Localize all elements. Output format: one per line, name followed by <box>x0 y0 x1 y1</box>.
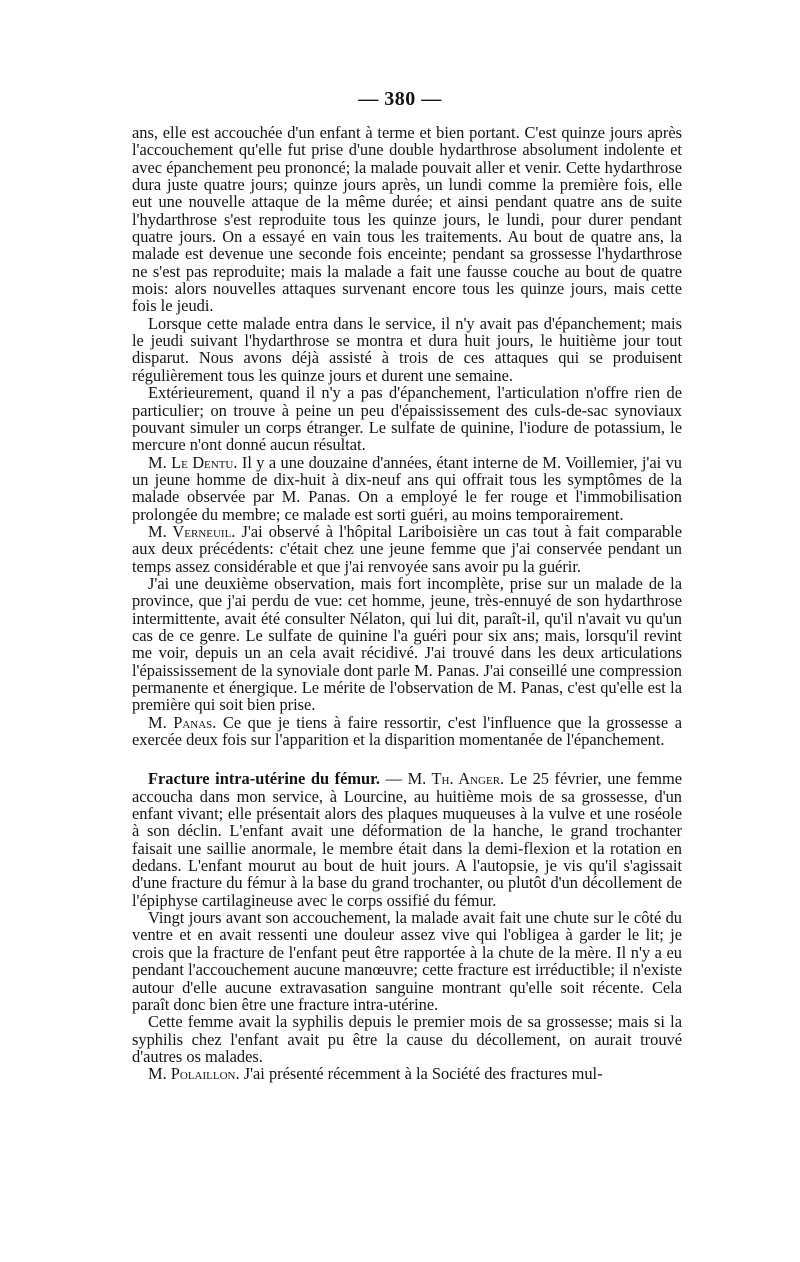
paragraph-text: Extérieurement, quand il n'y a pas d'épanchement, l'articulation n'offre rien de particulier; on trouve à peine un peu d'épaississement des culs-de-sac synoviaux pouvant simuler un corps étranger. Le sulfate de quinine, l'iodure de potassium, le mercure n'ont donné aucun résultat. <box>132 383 682 455</box>
section-spacer <box>132 748 682 770</box>
paragraph-text: Il y a une douzaine d'années, étant interne de M. Voillemier, j'ai vu un jeune homme de dix-huit à dix-neuf ans qui offrait tous les symptômes de la malade observée par M. Panas. On a employé le fer rouge et l'immobilisation prolongée du membre; ce malade est sorti guéri, au moins temporairement. <box>132 452 682 524</box>
paragraph-continued-case <box>132 124 682 315</box>
speaker-name: M. Polaillon. <box>148 1064 240 1084</box>
paragraph-text: J'ai une deuxième observation, mais fort incomplète, prise sur un malade de la province, que j'ai perdu de vue: cet homme, jeune, très-ennuyé de son hydarthrose intermittente, avait été consulter Nélaton, qui lui dit, paraît-il, qu'il n'avait vu qu'un cas de ce genre. Le sulfate de quinine l'a guéri pour six ans; mais, lorsqu'il revint me voir, depuis un an cela avait récidivé. J'ai trouvé dans les deux articulations l'épaississement de la synoviale dont parle M. Panas. J'ai conseillé une compression permanente et énergique. Le mérite de l'observation de M. Panas, c'est qu'elle est la première qui soit bien prise. <box>132 573 682 715</box>
paragraph-text: Vingt jours avant son accouchement, la malade avait fait une chute sur le côté du ventre et en avait ressenti une douleur assez vive qui l'obligea à garder le lit; je crois que la fracture de l'enfant peut être rapportée à la chute de la mère. Il n'y a eu pendant l'accouchement aucune manœuvre; cette fracture est irréductible; il n'existe autour d'elle aucune extravasation sanguine montrant qu'elle soit récente. Cela paraît donc bien être une fracture intra-utérine. <box>132 908 682 1014</box>
paragraph-case-follow-up <box>132 315 682 384</box>
paragraph-text: Lorsque cette malade entra dans le service, il n'y avait pas d'épanchement; mais le jeudi suivant l'hydarthrose se montra et dura huit jours, le huitième jour tout disparut. Nous avons déjà assisté à trois de ces attaques qui se produisent régulièrement tous les quinze jours et durent une semaine. <box>132 313 682 385</box>
speaker-name: M. Verneuil. <box>148 521 236 541</box>
paragraph-text: J'ai observé à l'hôpital Lariboisière un cas tout à fait comparable aux deux précédents: c'était chez une jeune femme que j'ai conservée pendant un temps assez considérable et que j'ai renvoyée sans avoir pu la guérir. <box>132 521 683 576</box>
paragraph-syphilis <box>132 1013 682 1065</box>
paragraph-text: Le 25 février, une femme accoucha dans mon service, à Lourcine, au huitième mois de sa grossesse, d'un enfant vivant; elle présentait alors des plaques muqueuses à la vulve et une roséole à son déclin. L'enfant avait une déformation de la hanche, le grand trochanter faisait une saillie anormale, le membre était dans la demi-flexion et la rotation en dedans. L'enfant mourut au bout de huit jours. A l'autopsie, je vis qu'il s'agissait d'une fracture du fémur à la base du grand trochanter, ou plutôt d'un décollement de l'épiphyse cartilagineuse avec le corps ossifié du fémur. <box>132 769 682 910</box>
paragraph-text: ans, elle est accouchée d'un enfant à terme et bien portant. C'est quinze jours après l'accouchement qu'elle fut prise d'une double hydarthrose absolument indolente et avec épanchement peu prononcé; la malade pouvait aller et venir. Cette hydarthrose dura juste quatre jours; quinze jours après, un lundi comme la première fois, elle eut une nouvelle attaque de la même durée; et ainsi pendant quatre ans de suite l'hydarthrose s'est reproduite tous les quinze jours, le lundi, pour durer pendant quatre jours. On a essayé en vain tous les traitements. Au bout de quatre ans, la malade est devenue une seconde fois enceinte; pendant sa grossesse l'hydarthrose ne s'est pas reproduite; mais la malade a fait une fausse couche au bout de quatre mois: alors nouvelles attaques survenant encore tous les quinze jours, mais cette fois le jeudi. <box>132 123 682 316</box>
paragraph-le-dentu <box>132 454 682 523</box>
section-fracture-intro <box>132 770 682 909</box>
paragraph-panas <box>132 714 682 749</box>
speaker-name: M. Panas. <box>148 712 217 732</box>
speaker-name: M. Le Dentu. <box>148 452 238 472</box>
paragraph-text: Cette femme avait la syphilis depuis le premier mois de sa grossesse; mais si la syphilis chez l'enfant avait pu être la cause du décollement, on aurait trouvé d'autres os malades. <box>132 1012 682 1066</box>
paragraph-verneuil <box>132 523 682 575</box>
page-number: — 380 — <box>358 88 442 110</box>
section-author: — M. Th. Anger. <box>385 769 505 789</box>
paragraph-exterior-signs <box>132 384 682 453</box>
section-title: Fracture intra-utérine du fémur. <box>148 769 381 789</box>
paragraph-polaillon <box>132 1065 682 1082</box>
page-body <box>132 124 682 1083</box>
paragraph-fall-cause <box>132 909 682 1013</box>
paragraph-text: Ce que je tiens à faire ressortir, c'est l'influence que la grossesse a exercée deux fois sur l'apparition et la disparition momentanée de l'épanchement. <box>132 712 682 750</box>
paragraph-second-observation <box>132 575 682 714</box>
paragraph-text: J'ai présenté récemment à la Société des fractures mul- <box>243 1064 603 1084</box>
